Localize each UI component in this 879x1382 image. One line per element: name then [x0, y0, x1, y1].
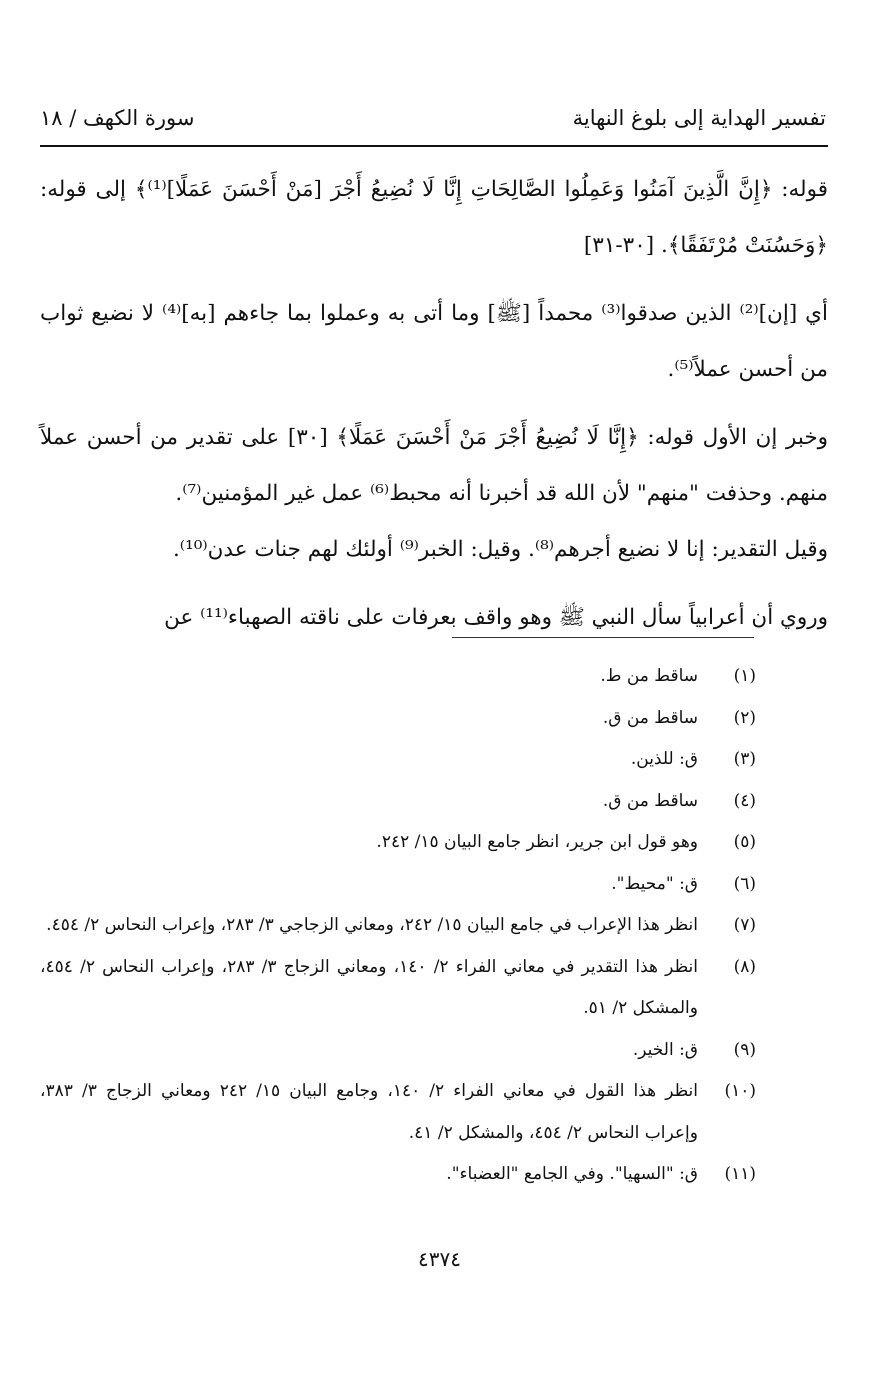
page-number: ٤٣٧٤ — [418, 1247, 461, 1271]
footnote-item — [40, 822, 756, 864]
footnote-number: (١٠) — [724, 1081, 756, 1101]
footnote-number: (٧) — [733, 915, 756, 935]
paragraph-grammar: وخبر إن الأول قوله: ﴿إِنَّا لَا نُضِيعُ أَجْرَ مَنْ أَحْسَنَ عَمَلًا﴾ [٣٠] على تقدير من أحسن عملاً منهم. وحذفت "منهم" لأن الله قد أخبرنا أنه محبط⁽⁶⁾ عمل غير المؤمنين⁽⁷⁾. — [40, 425, 828, 506]
footnote-number: (١١) — [724, 1164, 756, 1184]
footnotes — [40, 656, 756, 1196]
main-text — [40, 162, 828, 646]
paragraph-explanation: أي [إن]⁽²⁾ الذين صدقوا⁽³⁾ محمداً [ﷺ] وما أتى به وعملوا بما جاءهم [به]⁽⁴⁾ لا نضيع ثواب من أحسن عملاً⁽⁵⁾. — [40, 301, 828, 382]
footnote-text: وهو قول ابن جرير، انظر جامع البيان ١٥/ ٢٤٢. — [376, 832, 698, 852]
footnote-text: ق: "السهيا". وفي الجامع "العضباء". — [446, 1164, 698, 1184]
running-header — [40, 98, 826, 138]
book-title: تفسير الهداية إلى بلوغ النهاية — [572, 106, 826, 130]
footnote-text: انظر هذا القول في معاني الفراء ٢/ ١٤٠، وجامع البيان ١٥/ ٢٤٢ ومعاني الزجاج ٣/ ٣٨٣، وإعراب النحاس ٢/ ٤٥٤، والمشكل ٢/ ٤١. — [40, 1081, 699, 1143]
footnote-item — [40, 698, 756, 740]
footnote-number: (٤) — [733, 790, 756, 811]
footnote-number: (٢) — [733, 707, 756, 728]
footnote-item — [40, 1154, 756, 1196]
footnote-item — [40, 739, 756, 781]
footnote-text: ق: للذين. — [630, 749, 698, 769]
header-rule — [40, 145, 828, 147]
footnote-separator — [452, 637, 754, 638]
footnote-number: (٦) — [733, 873, 756, 894]
footnote-text: ساقط من ط. — [600, 666, 698, 686]
footnote-text: ق: الخير. — [632, 1039, 698, 1060]
paragraph-grammar-alt: وقيل التقدير: إنا لا نضيع أجرهم⁽⁸⁾. وقيل: الخبر⁽⁹⁾ أولئك لهم جنات عدن⁽¹⁰⁾. — [172, 537, 828, 562]
footnote-item — [40, 656, 756, 698]
footnote-item — [40, 864, 756, 906]
surah-label: سورة الكهف / ١٨ — [40, 106, 195, 130]
footnote-number: (١) — [733, 666, 756, 686]
footnote-number: (٨) — [733, 956, 756, 977]
footnote-text: ق: "محيط". — [611, 873, 698, 894]
footnote-item — [40, 947, 756, 1030]
paragraph-narration: وروي أن أعرابياً سأل النبي ﷺ وهو واقف بعرفات على ناقته الصهباء⁽¹¹⁾ عن — [164, 605, 828, 630]
paragraph-verse: قوله: ﴿إِنَّ الَّذِينَ آمَنُوا وَعَمِلُوا الصَّالِحَاتِ إِنَّا لَا نُضِيعُ أَجْرَ [مَنْ أَحْسَنَ عَمَلًا]⁽¹⁾﴾ إلى قوله: ﴿وَحَسُنَتْ مُرْتَفَقًا﴾. [٣٠-٣١] — [40, 177, 828, 258]
footnote-item — [40, 1071, 756, 1154]
footnote-number: (٣) — [733, 749, 756, 769]
footnote-number: (٩) — [733, 1039, 756, 1060]
footnote-item — [40, 1030, 756, 1072]
footnote-text: انظر هذا التقدير في معاني الفراء ٢/ ١٤٠، ومعاني الزجاج ٣/ ٢٨٣، وإعراب النحاس ٢/ ٤٥٤، والمشكل ٢/ ٥١. — [40, 956, 698, 1018]
footnote-item — [40, 905, 756, 947]
footnote-text: ساقط من ق. — [602, 707, 698, 728]
footnote-number: (٥) — [733, 832, 756, 852]
footnote-text: انظر هذا الإعراب في جامع البيان ١٥/ ٢٤٢، ومعاني الزجاجي ٣/ ٢٨٣، وإعراب النحاس ٢/ ٤٥٤. — [46, 915, 698, 935]
footnote-text: ساقط من ق. — [602, 790, 698, 811]
footnote-item — [40, 781, 756, 823]
